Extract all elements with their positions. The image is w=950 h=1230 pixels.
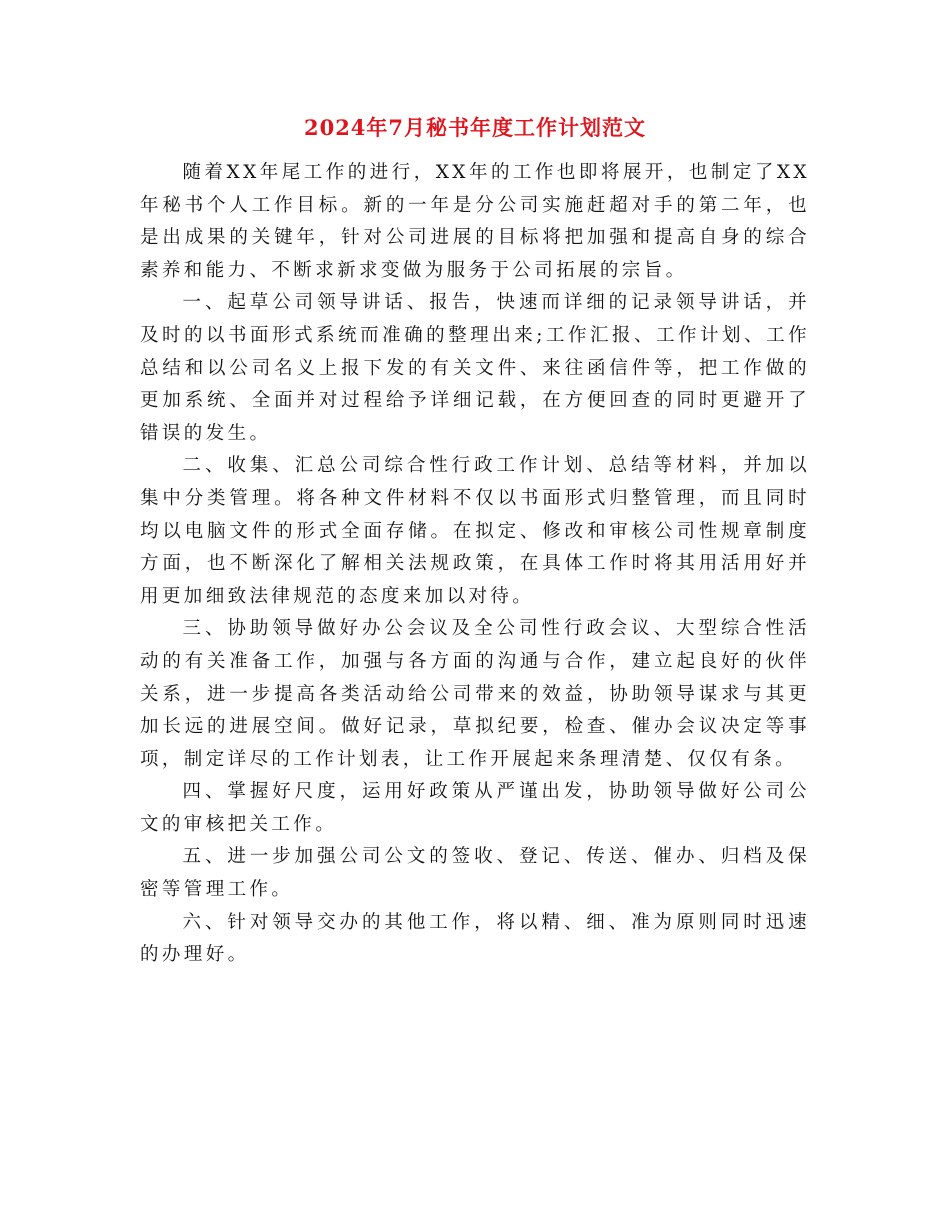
paragraph-intro: 随着XX年尾工作的进行，XX年的工作也即将展开，也制定了XX年秘书个人工作目标。新的一年是分公司实施赶超对手的第二年，也是出成果的关键年，针对公司进展的目标将把加强和提高自身的综合素养和能力、不断求新求变做为服务于公司拓展的宗旨。 xyxy=(140,162,810,281)
paragraph-item-6: 六、针对领导交办的其他工作，将以精、细、准为原则同时迅速的办理好。 xyxy=(140,911,810,966)
document-body xyxy=(140,157,810,972)
document-title: 2024年7月秘书年度工作计划范文 xyxy=(303,115,647,140)
paragraph-item-1: 一、起草公司领导讲话、报告，快速而详细的记录领导讲话，并及时的以书面形式系统而准确的整理出来;工作汇报、工作计划、工作总结和以公司名义上报下发的有关文件、来往函信件等，把工作做的更加系统、全面并对过程给予详细记载，在方便回查的同时更避开了错误的发生。 xyxy=(140,292,810,444)
paragraph-item-2: 二、收集、汇总公司综合性行政工作计划、总结等材料，并加以集中分类管理。将各种文件材料不仅以书面形式归整管理，而且同时均以电脑文件的形式全面存储。在拟定、修改和审核公司性规章制度方面，也不断深化了解相关法规政策，在具体工作时将其用活用好并用更加细致法律规范的态度来加以对待。 xyxy=(140,455,810,607)
paragraph-item-5: 五、进一步加强公司公文的签收、登记、传送、催办、归档及保密等管理工作。 xyxy=(140,846,810,901)
paragraph-item-3: 三、协助领导做好办公会议及全公司性行政会议、大型综合性活动的有关准备工作，加强与各方面的沟通与合作，建立起良好的伙伴关系，进一步提高各类活动给公司带来的效益，协助领导谋求与其更加长远的进展空间。做好记录，草拟纪要，检查、催办会议决定等事项，制定详尽的工作计划表，让工作开展起来条理清楚、仅仅有条。 xyxy=(140,618,810,770)
paragraph-item-4: 四、掌握好尺度，运用好政策从严谨出发，协助领导做好公司公文的审核把关工作。 xyxy=(140,781,810,835)
